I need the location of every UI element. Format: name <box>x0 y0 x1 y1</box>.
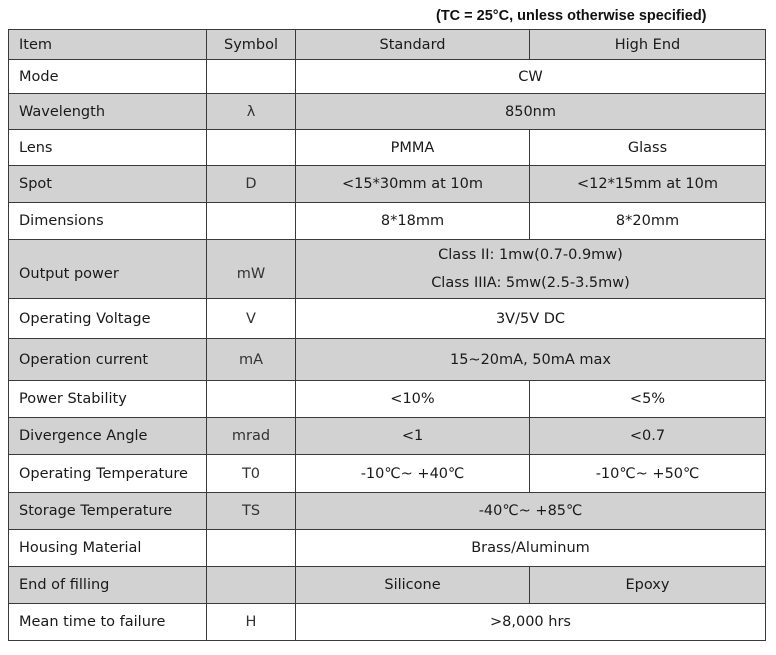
row-item: Output power <box>9 240 207 299</box>
row-item: Spot <box>9 166 207 203</box>
row-item: Power Stability <box>9 381 207 418</box>
row-value: CW <box>296 60 766 94</box>
row-standard: <10% <box>296 381 530 418</box>
row-symbol: H <box>207 604 296 641</box>
table-row <box>9 166 766 203</box>
row-item: Dimensions <box>9 203 207 240</box>
row-item: Lens <box>9 130 207 166</box>
header-symbol: Symbol <box>207 30 296 60</box>
row-high-end: <5% <box>530 381 766 418</box>
row-high-end: 8*20mm <box>530 203 766 240</box>
row-symbol <box>207 130 296 166</box>
row-standard: <15*30mm at 10m <box>296 166 530 203</box>
row-high-end: <12*15mm at 10m <box>530 166 766 203</box>
row-item: Storage Temperature <box>9 493 207 530</box>
table-row <box>9 94 766 130</box>
row-value: >8,000 hrs <box>296 604 766 641</box>
table-row <box>9 130 766 166</box>
row-symbol: mW <box>207 240 296 299</box>
row-value <box>296 240 766 299</box>
header-row <box>9 30 766 60</box>
row-symbol: mA <box>207 339 296 381</box>
row-symbol: mrad <box>207 418 296 455</box>
row-high-end: Epoxy <box>530 567 766 604</box>
header-high-end: High End <box>530 30 766 60</box>
row-symbol <box>207 381 296 418</box>
row-standard: PMMA <box>296 130 530 166</box>
row-item: Mode <box>9 60 207 94</box>
row-standard: 8*18mm <box>296 203 530 240</box>
row-item: End of filling <box>9 567 207 604</box>
row-high-end: <0.7 <box>530 418 766 455</box>
output-power-class-iiia: Class IIIA: 5mw(2.5-3.5mw) <box>431 275 630 291</box>
row-item: Operating Voltage <box>9 299 207 339</box>
row-standard: <1 <box>296 418 530 455</box>
row-item: Operation current <box>9 339 207 381</box>
row-symbol: λ <box>207 94 296 130</box>
row-symbol: V <box>207 299 296 339</box>
row-standard: Silicone <box>296 567 530 604</box>
table-row <box>9 530 766 567</box>
table-row <box>9 418 766 455</box>
row-value: -40℃~ +85℃ <box>296 493 766 530</box>
row-item: Wavelength <box>9 94 207 130</box>
row-standard: -10℃~ +40℃ <box>296 455 530 493</box>
table-row <box>9 339 766 381</box>
row-high-end: Glass <box>530 130 766 166</box>
conditions-note: (TC = 25°C, unless otherwise specified) <box>436 8 707 24</box>
row-symbol <box>207 203 296 240</box>
row-item: Mean time to failure <box>9 604 207 641</box>
table-row <box>9 604 766 641</box>
header-item: Item <box>9 30 207 60</box>
table-row <box>9 381 766 418</box>
row-symbol <box>207 567 296 604</box>
table-row <box>9 203 766 240</box>
row-value: 850nm <box>296 94 766 130</box>
row-item: Divergence Angle <box>9 418 207 455</box>
row-symbol <box>207 60 296 94</box>
table-row <box>9 567 766 604</box>
table-row <box>9 455 766 493</box>
row-symbol <box>207 530 296 567</box>
specification-table <box>8 29 766 641</box>
row-value: 15~20mA, 50mA max <box>296 339 766 381</box>
row-high-end: -10℃~ +50℃ <box>530 455 766 493</box>
row-item: Housing Material <box>9 530 207 567</box>
row-value: Brass/Aluminum <box>296 530 766 567</box>
table-row <box>9 240 766 299</box>
row-symbol: D <box>207 166 296 203</box>
table-row <box>9 299 766 339</box>
row-item: Operating Temperature <box>9 455 207 493</box>
row-symbol: T0 <box>207 455 296 493</box>
header-standard: Standard <box>296 30 530 60</box>
table-row <box>9 493 766 530</box>
row-value: 3V/5V DC <box>296 299 766 339</box>
table-row <box>9 60 766 94</box>
row-symbol: TS <box>207 493 296 530</box>
output-power-class-ii: Class II: 1mw(0.7-0.9mw) <box>438 247 623 263</box>
